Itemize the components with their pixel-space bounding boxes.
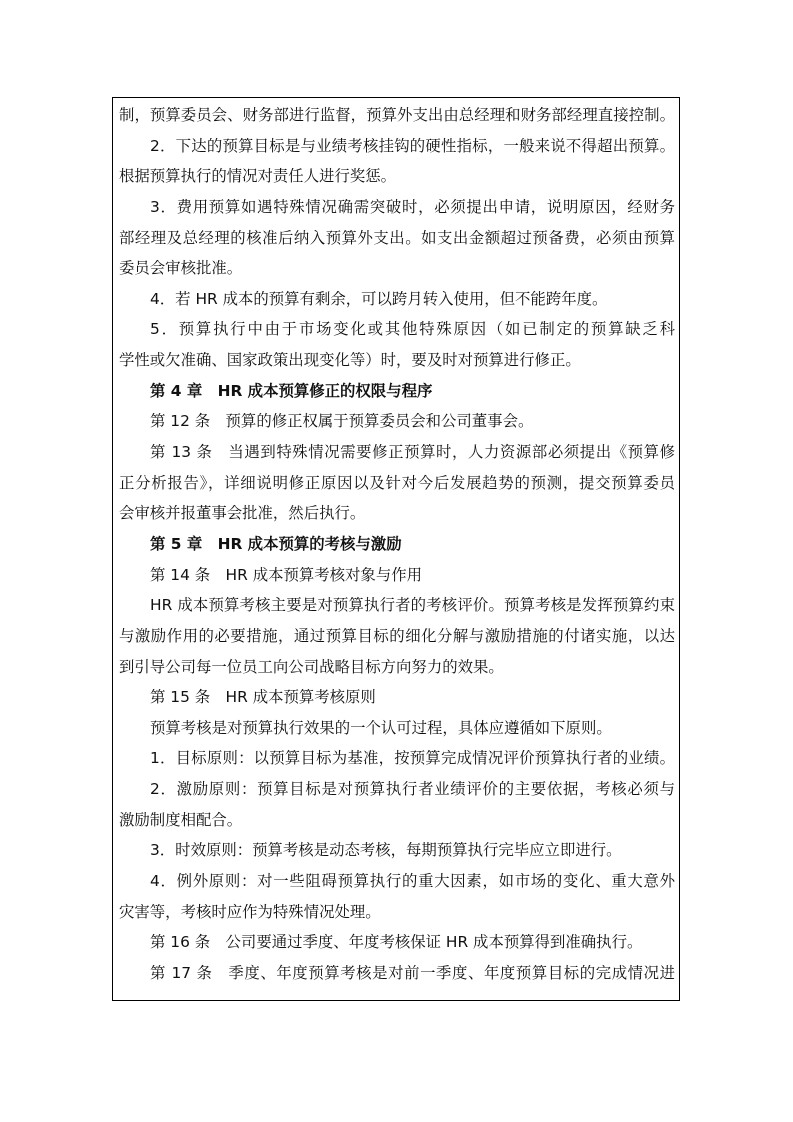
text-line: 预算考核是对预算执行效果的一个认可过程，具体应遵循如下原则。	[150, 718, 612, 737]
text-line: 2．激励原则：预算目标是对预算执行者业绩评价的主要依据，考核必须与	[150, 780, 675, 799]
text-line: 2．下达的预算目标是与业绩考核挂钩的硬性指标，一般来说不得超出预算。	[150, 136, 675, 155]
text-line: 第 15 条 HR 成本预算考核原则	[150, 688, 376, 707]
text-line: 第 13 条 当遇到特殊情况需要修正预算时，人力资源部必须提出《预算修	[150, 443, 675, 462]
text-line: 3．时效原则：预算考核是动态考核，每期预算执行完毕应立即进行。	[150, 841, 622, 860]
text-line: 根据预算执行的情况对责任人进行奖惩。	[119, 167, 397, 186]
text-line: 灾害等，考核时应作为特殊情况处理。	[119, 902, 381, 921]
text-line: 4．例外原则：对一些阻碍预算执行的重大因素，如市场的变化、重大意外	[150, 872, 675, 891]
text-line: 4．若 HR 成本的预算有剩余，可以跨月转入使用，但不能跨年度。	[150, 289, 608, 308]
text-line: 第 16 条 公司要通过季度、年度考核保证 HR 成本预算得到准确执行。	[150, 933, 643, 952]
document-table-cell	[112, 97, 680, 1001]
text-line: 会审核并报董事会批准，然后执行。	[119, 504, 366, 523]
text-line: HR 成本预算考核主要是对预算执行者的考核评价。预算考核是发挥预算约束	[150, 596, 675, 615]
text-line: 与激励作用的必要措施，通过预算目标的细化分解与激励措施的付诸实施，以达	[119, 626, 675, 645]
text-line: 学性或欠准确、国家政策出现变化等）时，要及时对预算进行修正。	[119, 351, 581, 370]
text-line: 制，预算委员会、财务部进行监督，预算外支出由总经理和财务部经理直接控制。	[119, 106, 675, 124]
chapter-heading: 第 4 章 HR 成本预算修正的权限与程序	[150, 381, 433, 400]
text-line: 第 14 条 HR 成本预算考核对象与作用	[150, 565, 422, 584]
text-line: 1．目标原则：以预算目标为基准，按预算完成情况评价预算执行者的业绩。	[150, 749, 675, 768]
text-line: 5．预算执行中由于市场变化或其他特殊原因（如已制定的预算缺乏科	[150, 320, 675, 339]
document-body	[119, 100, 675, 989]
text-line: 第 17 条 季度、年度预算考核是对前一季度、年度预算目标的完成情况进	[150, 963, 675, 982]
text-line: 正分析报告》，详细说明修正原因以及针对今后发展趋势的预测，提交预算委员	[119, 473, 675, 492]
chapter-heading: 第 5 章 HR 成本预算的考核与激励	[150, 534, 402, 553]
text-line: 3．费用预算如遇特殊情况确需突破时，必须提出申请，说明原因，经财务	[150, 197, 675, 216]
text-line: 到引导公司每一位员工向公司战略目标方向努力的效果。	[119, 657, 504, 676]
text-line: 第 12 条 预算的修正权属于预算委员会和公司董事会。	[150, 412, 534, 431]
text-line: 激励制度相配合。	[119, 810, 243, 829]
text-line: 委员会审核批准。	[119, 259, 243, 278]
text-line: 部经理及总经理的核准后纳入预算外支出。如支出金额超过预备费，必须由预算	[119, 228, 675, 247]
